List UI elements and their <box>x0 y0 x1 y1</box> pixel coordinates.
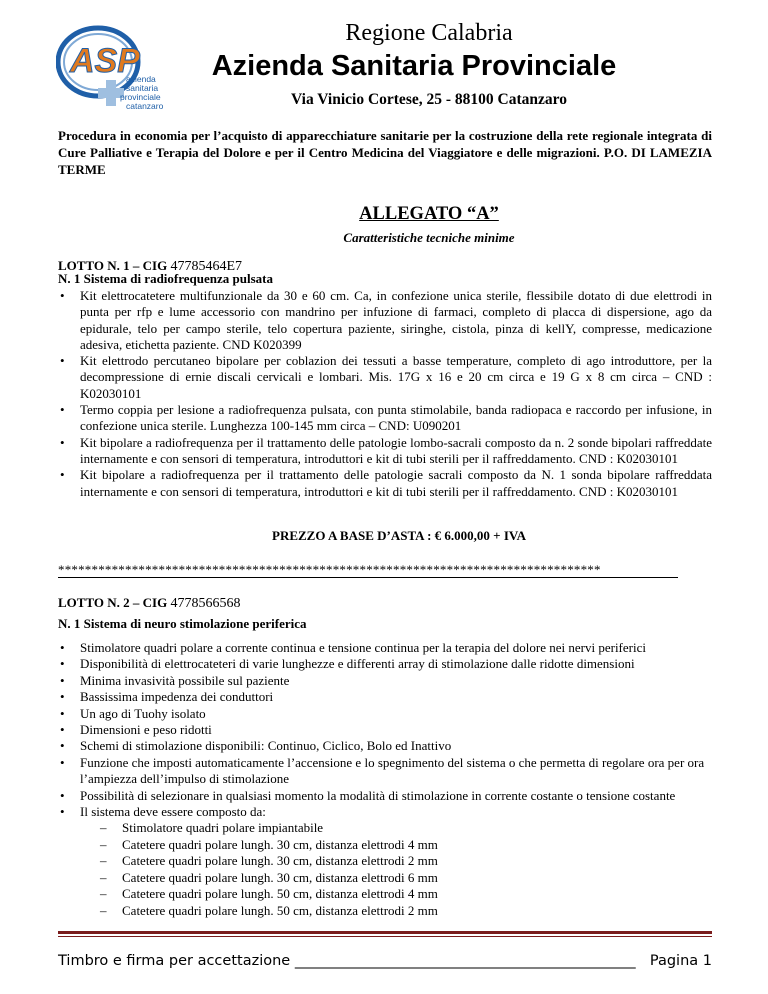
region-name: Regione Calabria <box>345 20 513 46</box>
footer-rule-thick <box>58 931 712 934</box>
list-item: • Funzione che imposti automaticamente l’accensione e lo spegnimento del sistema o che permetta di regolare ora per ora l’ampiezza dell’impulso di stimolazione <box>58 755 712 788</box>
list-item: • Un ago di Tuohy isolato <box>58 706 712 722</box>
list-item: • Bassissima impedenza dei conduttori <box>58 689 712 705</box>
lotto1-label: LOTTO N. 1 – CIG <box>58 258 168 273</box>
sub-list-item: – Catetere quadri polare lungh. 30 cm, distanza elettrodi 6 mm <box>80 870 712 886</box>
list-item: • Schemi di stimolazione disponibili: Continuo, Ciclico, Bolo ed Inattivo <box>58 738 712 754</box>
list-item-with-subitems <box>58 804 712 919</box>
prezzo-base-asta: PREZZO A BASE D’ASTA : € 6.000,00 + IVA <box>272 528 526 543</box>
lotto1-cig: 47785464E7 <box>170 259 243 274</box>
lotto2-label: LOTTO N. 2 – CIG <box>58 595 168 610</box>
list-item: • Kit elettrodo percutaneo bipolare per coblazion dei tessuti a basse temperature, completo di ago introduttore, per la decompressione di ernie discali cervicali e lombari. Mis. 17G x 16 e 20 cm circa e 19 G x 8 cm circa – CND : K02030101 <box>58 353 712 402</box>
procedura-description: Procedura in economia per l’acquisto di apparecchiature sanitarie per la costruzione della rete regionale integrata di Cure Palliative e Terapia del Dolore e per il Centro Medicina del Viaggiatore e delle migrazioni. P.O. DI LAMEZIA TERME <box>58 128 712 177</box>
logo-sub-1: azienda <box>126 74 156 84</box>
list-item: • Minima invasività possibile sul paziente <box>58 673 712 689</box>
list-item: • Stimolatore quadri polare a corrente continua e tensione continua per la terapia del dolore nei nervi periferici <box>58 640 712 656</box>
logo-text: ASP <box>70 42 140 80</box>
logo-sub-4: catanzaro <box>126 101 164 110</box>
logo-sub-2: sanitaria <box>126 83 159 93</box>
azienda-name: Azienda Sanitaria Provinciale <box>211 50 617 82</box>
lotto1-item-list <box>58 288 712 500</box>
sub-list-item: – Catetere quadri polare lungh. 50 cm, distanza elettrodi 4 mm <box>80 886 712 902</box>
separator-stars: ********************************************************************************* <box>58 562 601 577</box>
list-item: • Possibilità di selezionare in qualsiasi momento la modalità di stimolazione in corrente costante o tensione costante <box>58 788 712 804</box>
list-item-label: Il sistema deve essere composto da: <box>80 804 266 820</box>
lotto2-item-list <box>58 640 712 919</box>
sub-list-item: – Stimolatore quadri polare impiantabile <box>80 820 712 836</box>
component-sublist <box>80 820 712 918</box>
logo-sub-3: provinciale <box>120 92 161 102</box>
lotto2-cig: 4778566568 <box>170 596 241 611</box>
list-item: • Termo coppia per lesione a radiofrequenza pulsata, con punta stimolabile, banda radiopaca e raccordo per infusione, in confezione unica sterile. Lunghezza 100-145 mm circa – CND: U090201 <box>58 402 712 435</box>
sub-list-item: – Catetere quadri polare lungh. 30 cm, distanza elettrodi 2 mm <box>80 853 712 869</box>
page-number: Pagina 1 <box>649 953 712 969</box>
lotto2-section-title: N. 1 Sistema di neuro stimolazione periferica <box>58 616 307 631</box>
separator-rule <box>58 577 678 578</box>
list-item: • Kit elettrocatetere multifunzionale da 30 e 60 cm. Ca, in confezione unica sterile, flessibile dotato di due elettrodi in punta per rfp e lume accessorio con mandrino per infuzione di farmaci, completo di placca di dispersione, ago da epidurale, telo per campo sterile, telo copertura paziente, siringhe, cistola, pinza di kellY, compresse, medicazione adesiva, etichetta paziente. CND K020399 <box>58 288 712 353</box>
lotto1-section-title: N. 1 Sistema di radiofrequenza pulsata <box>58 271 273 286</box>
list-item: • Kit bipolare a radiofrequenza per il trattamento delle patologie lombo-sacrali composto da n. 2 sonde bipolari raffreddate internamente e con sensori di temperatura, introduttori e kit di tubi sterili per il raffreddamento. CND : K02030101 <box>58 435 712 468</box>
footer-signature-line: Timbro e firma per accettazione _______________________________________________ <box>58 953 636 969</box>
lotto2-heading <box>58 595 240 612</box>
list-item: • Dimensioni e peso ridotti <box>58 722 712 738</box>
sub-list-item: – Catetere quadri polare lungh. 50 cm, distanza elettrodi 2 mm <box>80 903 712 919</box>
footer-rule-thin <box>58 936 712 937</box>
list-item: • Kit bipolare a radiofrequenza per il trattamento delle patologie sacrali composto da N. 1 sonda bipolare raffreddata internamente e con sensori di temperatura, introduttori e kit di tubi sterili per il raffreddamento. CND : K02030101 <box>58 467 712 500</box>
list-item: • Disponibilità di elettrocateteri di varie lunghezze e differenti array di stimolazione dalle ridotte dimensioni <box>58 656 712 672</box>
allegato-title: ALLEGATO “A” <box>359 204 499 224</box>
azienda-address: Via Vinicio Cortese, 25 - 88100 Catanzaro <box>291 91 567 108</box>
allegato-subtitle: Caratteristiche tecniche minime <box>343 230 515 245</box>
sub-list-item: – Catetere quadri polare lungh. 30 cm, distanza elettrodi 4 mm <box>80 837 712 853</box>
